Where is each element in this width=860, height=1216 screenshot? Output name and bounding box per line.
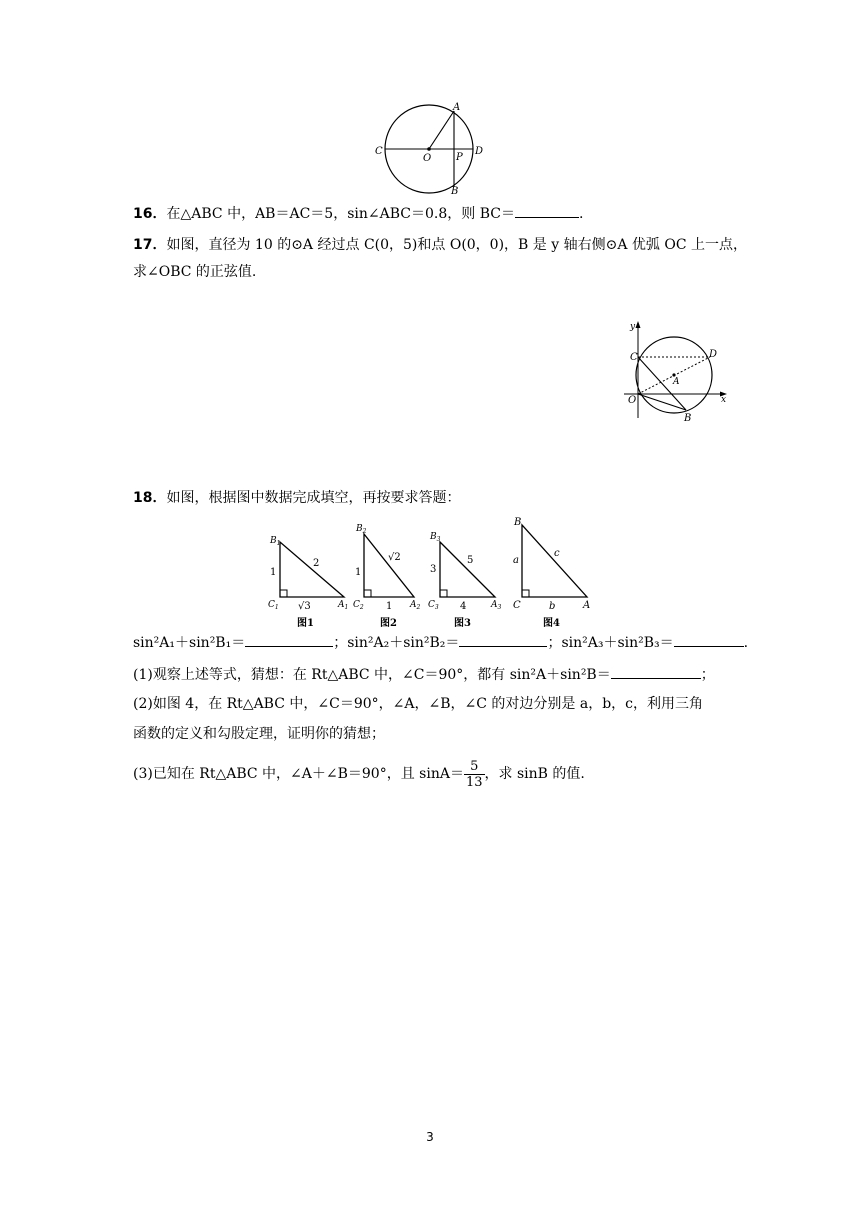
question-17-line2: 求∠OBC 的正弦值. xyxy=(133,264,257,280)
svg-text:C3: $C_3$ xyxy=(428,600,439,611)
part-2-line1: (2)如图 4，在 Rt△ABC 中，∠C＝90°，∠A，∠B，∠C 的对边分别是 a，b，c，利用三角 xyxy=(133,696,703,712)
question-text: 如图，直径为 10 的⊙A 经过点 C(0，5)和点 O(0，0)，B 是 y 轴右侧⊙A 优弧 OC 上一点， xyxy=(166,237,747,253)
label-O: O xyxy=(423,153,432,164)
question-16: 16．在△ABC 中，AB＝AC＝5，sin∠ABC＝0.8，则 BC＝ . xyxy=(133,203,583,224)
question-text: 在△ABC 中，AB＝AC＝5，sin∠ABC＝0.8，则 BC＝ xyxy=(166,206,515,222)
page-number: 3 xyxy=(426,1130,434,1144)
svg-text:A3: $A_3$ xyxy=(491,600,502,611)
axes-circle-figure xyxy=(620,318,732,426)
side-left: 3 xyxy=(430,564,437,575)
side-left: 1 xyxy=(355,567,362,578)
answer-blank-1[interactable] xyxy=(245,632,333,647)
svg-text:B1: $B_1$ xyxy=(270,536,281,547)
caption: 图3 xyxy=(454,618,471,629)
side-hyp: c xyxy=(554,548,560,559)
question-number: 17． xyxy=(133,237,167,253)
answer-blank-4[interactable] xyxy=(611,664,701,679)
question-17 xyxy=(133,235,747,255)
part-2-line2: 函数的定义和勾股定理，证明你的猜想； xyxy=(133,726,385,742)
svg-text:B: B xyxy=(514,517,522,528)
label-C: C xyxy=(630,352,638,363)
svg-text:A2: $A_2$ xyxy=(410,600,421,611)
question-number: 18． xyxy=(133,490,167,506)
question-18 xyxy=(133,488,460,508)
side-hyp: 5 xyxy=(467,555,474,566)
caption: 图1 xyxy=(297,618,314,629)
svg-text:C: C xyxy=(513,600,521,611)
answer-blank-3[interactable] xyxy=(674,632,744,647)
side-bottom: √3 xyxy=(298,601,311,612)
triangle-fig3 xyxy=(428,532,502,629)
svg-text:B2: $B_2$ xyxy=(356,524,367,535)
svg-text:C1: $C_1$ xyxy=(268,600,279,611)
label-A: A xyxy=(673,377,680,387)
part-3: (3)已知在 Rt△ABC 中，∠A＋∠B＝90°，且 sinA＝ $\frac{5}{13}$ ，求 sinB 的值. xyxy=(133,758,585,790)
label-D: D xyxy=(475,146,484,157)
triangles-figure xyxy=(262,512,602,630)
svg-text:C2: $C_2$ xyxy=(353,600,364,611)
fill-in-line: sin²A₁＋sin²B₁＝ ；sin²A₂＋sin²B₂＝ ；sin²A₃＋sin²B₃＝ . xyxy=(133,632,748,653)
label-x: x xyxy=(721,395,727,405)
label-C: C xyxy=(375,146,383,157)
caption: 图2 xyxy=(380,618,397,629)
label-A: A xyxy=(453,102,461,113)
part-1: (1)观察上述等式，猜想：在 Rt△ABC 中，∠C＝90°，都有 sin²A＋sin²B＝ ； xyxy=(133,664,715,685)
side-hyp: √2 xyxy=(388,552,401,563)
svg-text:B3: $B_3$ xyxy=(430,532,441,543)
triangle-fig4 xyxy=(513,517,590,629)
label-B: B xyxy=(451,186,459,197)
caption: 图4 xyxy=(543,618,560,629)
fraction-5-13: $\frac{5}{13}$ xyxy=(465,758,483,790)
side-left: a xyxy=(513,555,519,566)
label-B: B xyxy=(684,413,692,424)
label-P: P xyxy=(456,152,463,163)
question-text: 如图，根据图中数据完成填空，再按要求答题： xyxy=(166,490,461,506)
side-bottom: 1 xyxy=(386,601,393,612)
answer-blank-2[interactable] xyxy=(459,632,547,647)
answer-blank[interactable] xyxy=(515,203,579,218)
svg-text:A: A xyxy=(583,600,591,611)
triangle-fig1 xyxy=(268,536,348,629)
label-y: y xyxy=(630,322,636,332)
side-bottom: b xyxy=(549,601,556,612)
side-left: 1 xyxy=(270,567,277,578)
svg-text:A1: $A_1$ xyxy=(338,600,349,611)
side-bottom: 4 xyxy=(460,601,467,612)
label-O: O xyxy=(628,395,637,406)
question-number: 16． xyxy=(133,206,167,222)
triangle-fig2 xyxy=(353,524,421,629)
circle-figure xyxy=(370,98,490,198)
label-D: D xyxy=(709,349,718,360)
side-hyp: 2 xyxy=(313,558,320,569)
